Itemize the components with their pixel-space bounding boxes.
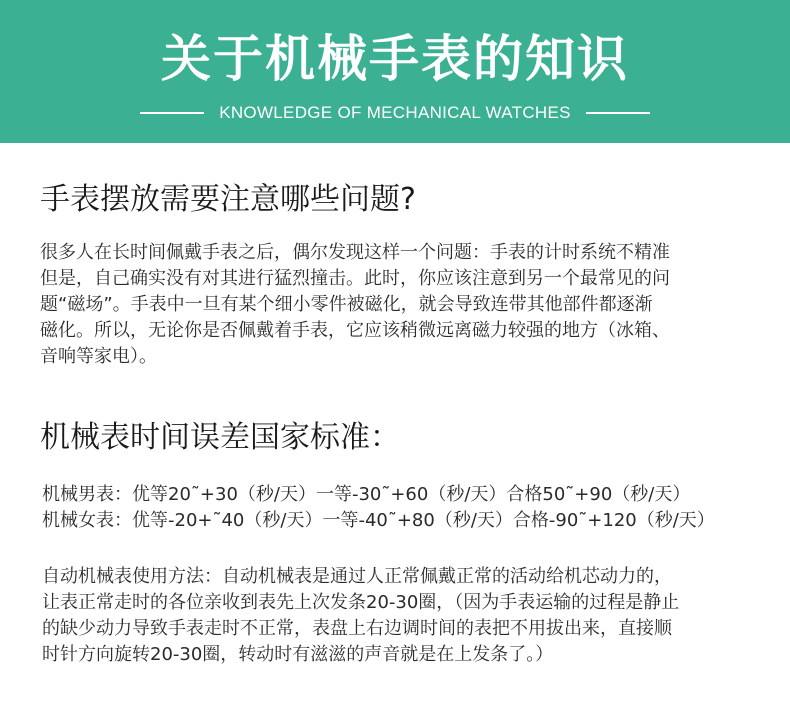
paragraph-line: 但是，自己确实没有对其进行猛烈撞击。此时，你应该注意到另一个最常见的问 (40, 268, 670, 289)
paragraph-line: 时针方向旋转20-30圈，转动时有滋滋的声音就是在上发条了。） (42, 644, 554, 665)
paragraph-line: 自动机械表使用方法：自动机械表是通过人正常佩戴正常的活动给机芯动力的， (42, 566, 672, 587)
banner-subtitle-row (0, 101, 790, 125)
paragraph-line: 音响等家电）。 (40, 346, 157, 367)
section-heading-placement: 手表摆放需要注意哪些问题? (40, 182, 416, 217)
usage-paragraph (42, 564, 762, 668)
paragraph-line: 的缺少动力导致手表走时不正常，表盘上右边调时间的表把不用拔出来，直接顺 (42, 618, 672, 639)
subtitle-left-rule (140, 112, 204, 114)
placement-paragraph (40, 240, 760, 370)
paragraph-line: 很多人在长时间佩戴手表之后，偶尔发现这样一个问题：手表的计时系统不精准 (40, 242, 670, 263)
header-banner (0, 0, 790, 143)
paragraph-line: 题“磁场”。手表中一旦有某个细小零件被磁化，就会导致连带其他部件都逐渐 (40, 294, 653, 315)
banner-subtitle: KNOWLEDGE OF MECHANICAL WATCHES (219, 103, 571, 122)
standard-womens-watch: 机械女表：优等-20+˜40（秒/天）一等-40˜+80（秒/天）合格-90˜+120（秒/天） (42, 510, 715, 531)
standards-list (42, 482, 762, 534)
subtitle-right-rule (586, 112, 650, 114)
banner-title: 关于机械手表的知识 (161, 30, 629, 88)
paragraph-line: 让表正常走时的各位亲收到表先上次发条20-30圈，（因为手表运输的过程是静止 (42, 592, 680, 613)
section-heading-standard: 机械表时间误差国家标准： (40, 420, 400, 455)
paragraph-line: 磁化。所以，无论你是否佩戴着手表，它应该稍微远离磁力较强的地方（冰箱、 (40, 320, 670, 341)
standard-mens-watch: 机械男表：优等20˜+30（秒/天）一等-30˜+60（秒/天）合格50˜+90（秒/天） (42, 484, 691, 505)
